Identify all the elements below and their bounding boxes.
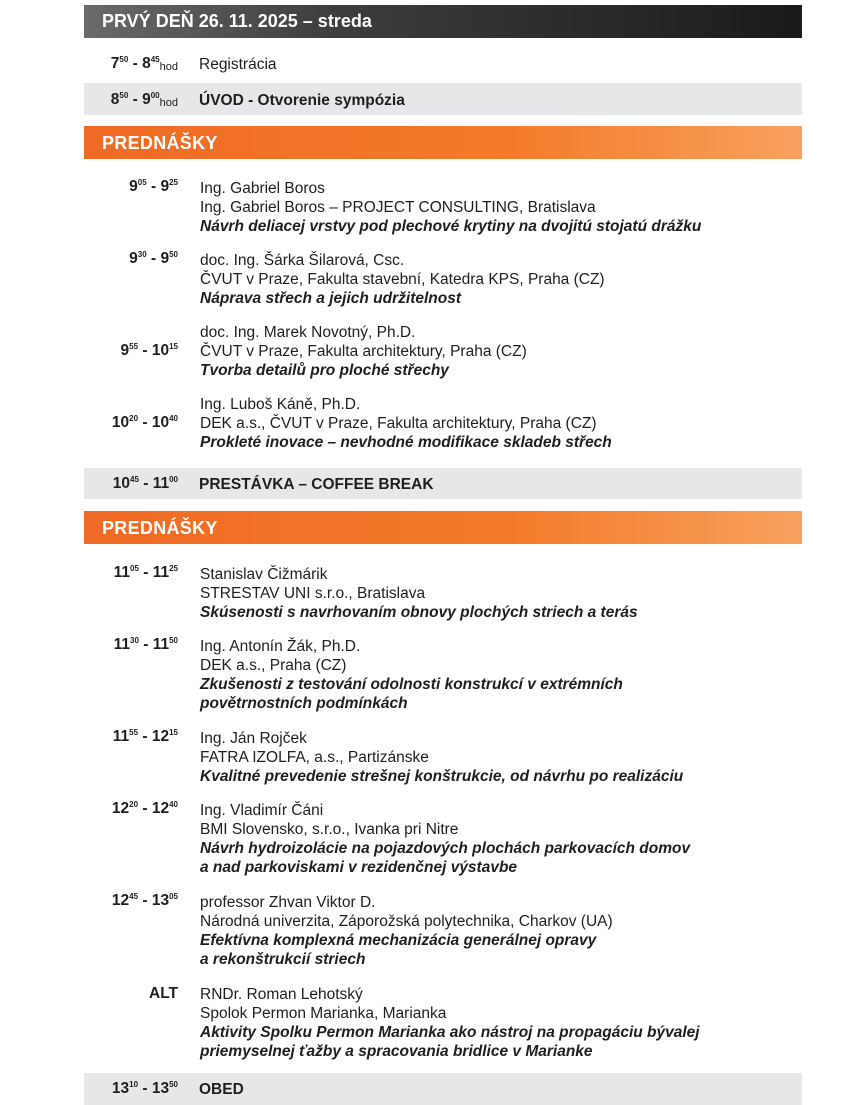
talk-entry <box>200 179 701 236</box>
talk-entry <box>200 801 690 877</box>
talk-speaker: Ing. Ján Rojček <box>200 730 307 747</box>
talk-entry <box>200 637 623 713</box>
section-header-lectures-2: PREDNÁŠKY <box>84 511 802 544</box>
talk-affiliation: DEK a.s., ČVUT v Praze, Fakulta architektury, Praha (CZ) <box>200 415 597 432</box>
time-range: $13^{10} - 13^{50}$ <box>111 1080 178 1097</box>
talk-speaker: doc. Ing. Marek Novotný, Ph.D. <box>200 324 416 341</box>
day-header: PRVÝ DEŇ 26. 11. 2025 – streda <box>84 5 802 38</box>
talk-time: $10^{20} - 10^{40}$ <box>111 414 178 431</box>
talk-title: Návrh deliacej vrstvy pod plechové krytiny na dvojitú stojatú drážku <box>200 218 702 235</box>
talk-title-line2: a nad parkoviskami v rezidenčnej výstavbe <box>200 859 518 876</box>
talk-speaker: Ing. Luboš Káně, Ph.D. <box>200 396 361 413</box>
talk-time: $11^{05} - 11^{25}$ <box>113 564 178 581</box>
talk-title-line2: priemyselnej ťažby a spracovania bridlice v Marianke <box>200 1043 593 1060</box>
talk-title: Aktivity Spolku Permon Marianka ako nástroj na propagáciu bývalej <box>200 1024 700 1041</box>
time-range: $10^{45} - 11^{00}$ <box>112 475 178 492</box>
talk-entry <box>200 395 612 452</box>
time-range: $8^{50} - 9^{00}hod$ <box>110 91 178 109</box>
talk-title: Kvalitné prevedenie strešnej konštrukcie, od návrhu po realizáciu <box>200 768 684 785</box>
talk-affiliation: Spolok Permon Marianka, Marianka <box>200 1005 447 1022</box>
talk-entry <box>200 893 613 969</box>
talk-entry <box>200 251 605 308</box>
section-header-lectures-1: PREDNÁŠKY <box>84 126 802 159</box>
talk-entry <box>200 565 638 622</box>
opening-label: ÚVOD - Otvorenie sympózia <box>199 92 405 109</box>
talk-speaker: Ing. Vladimír Čáni <box>200 802 324 819</box>
talk-time: $9^{30} - 9^{50}$ <box>129 250 178 267</box>
talk-title: Skúsenosti s navrhovaním obnovy plochých striech a terás <box>200 604 638 621</box>
talk-time: $9^{55} - 10^{15}$ <box>120 342 178 359</box>
talk-affiliation: Ing. Gabriel Boros – PROJECT CONSULTING, Bratislava <box>200 199 596 216</box>
talk-title-line2: povětrnostních podmínkách <box>200 695 408 712</box>
talk-title: Efektívna komplexná mechanizácia generálnej opravy <box>200 932 597 949</box>
talk-alt-label: ALT <box>149 985 178 1002</box>
talk-title: Náprava střech a jejich udržitelnost <box>200 290 462 307</box>
talk-title: Tvorba detailů pro ploché střechy <box>200 362 449 379</box>
talk-entry <box>200 323 527 380</box>
talk-speaker: RNDr. Roman Lehotský <box>200 986 363 1003</box>
talk-title: Zkušenosti z testování odolnosti konstrukcí v extrémních <box>200 676 623 693</box>
talk-affiliation: BMI Slovensko, s.r.o., Ivanka pri Nitre <box>200 821 459 838</box>
talk-affiliation: Národná univerzita, Záporožská polytechnika, Charkov (UA) <box>200 913 613 930</box>
talk-speaker: Ing. Antonín Žák, Ph.D. <box>200 638 361 655</box>
talk-time: $11^{55} - 12^{15}$ <box>112 728 178 745</box>
coffee-break-band <box>84 468 802 499</box>
talk-title: Prokleté inovace – nevhodné modifikace skladeb střech <box>200 434 612 451</box>
talk-title-line2: a rekonštrukcií striech <box>200 951 366 968</box>
lunch-label: OBED <box>199 1081 244 1098</box>
talk-speaker: Stanislav Čižmárik <box>200 566 328 583</box>
talk-affiliation: ČVUT v Praze, Fakulta architektury, Praha (CZ) <box>200 343 527 360</box>
lunch-band <box>84 1073 802 1105</box>
talk-affiliation: ČVUT v Praze, Fakulta stavební, Katedra KPS, Praha (CZ) <box>200 271 605 288</box>
registration-label: Registrácia <box>199 56 277 73</box>
opening-band <box>84 83 802 115</box>
talk-entry <box>200 985 700 1061</box>
talk-affiliation: STRESTAV UNI s.r.o., Bratislava <box>200 585 426 602</box>
talk-time: $9^{05} - 9^{25}$ <box>129 178 178 195</box>
talk-time: $12^{45} - 13^{05}$ <box>111 892 178 909</box>
talk-time: $12^{20} - 12^{40}$ <box>111 800 178 817</box>
coffee-break-label: PRESTÁVKA – COFFEE BREAK <box>199 476 434 493</box>
talk-title: Návrh hydroizolácie na pojazdových plochách parkovacích domov <box>200 840 691 857</box>
talk-time: $11^{30} - 11^{50}$ <box>113 636 178 653</box>
talk-entry <box>200 729 683 786</box>
talk-speaker: doc. Ing. Šárka Šilarová, Csc. <box>200 252 405 269</box>
talk-affiliation: DEK a.s., Praha (CZ) <box>200 657 347 674</box>
time-range: $7^{50} - 8^{45}hod$ <box>110 55 178 73</box>
talk-speaker: professor Zhvan Viktor D. <box>200 894 376 911</box>
talk-speaker: Ing. Gabriel Boros <box>200 180 325 197</box>
talk-affiliation: FATRA IZOLFA, a.s., Partizánske <box>200 749 429 766</box>
